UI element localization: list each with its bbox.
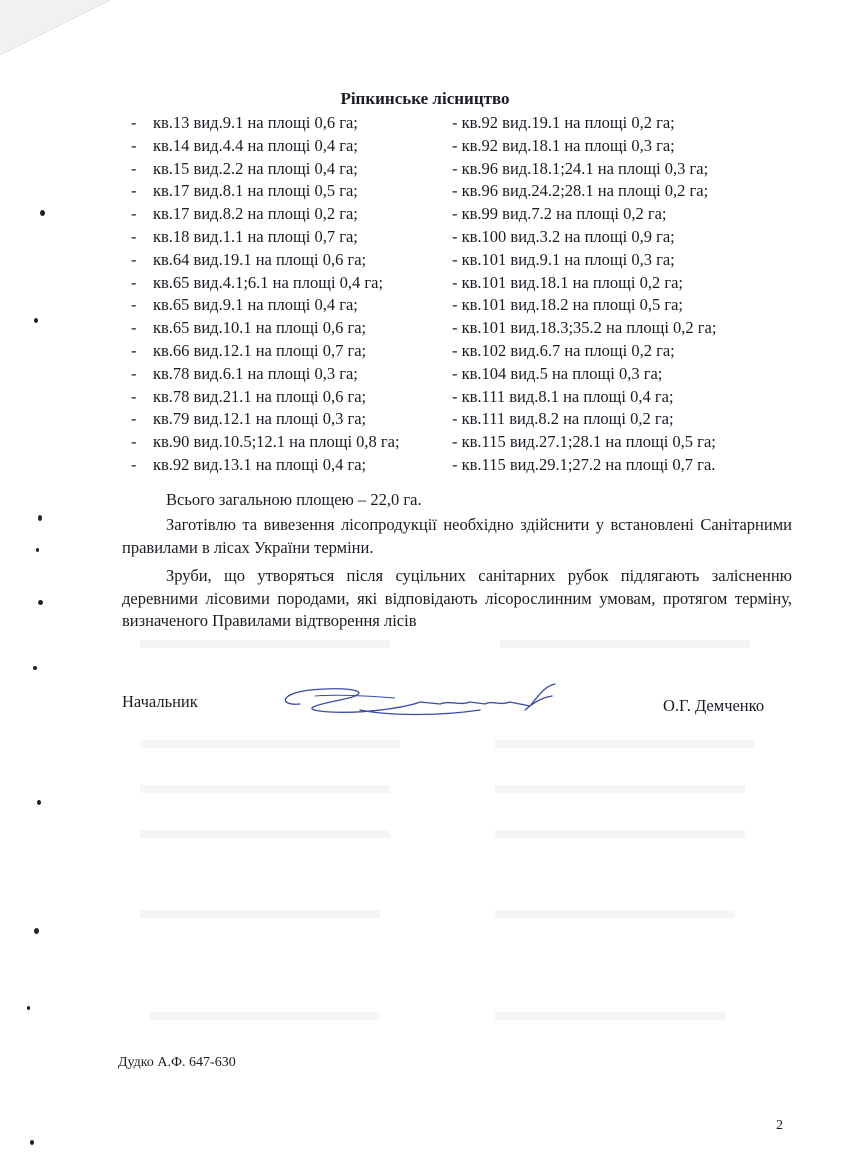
plot-list-item-text: - кв.101 вид.18.2 на площі 0,5 га; bbox=[452, 295, 683, 315]
plot-list-item-text: кв.78 вид.6.1 на площі 0,3 га; bbox=[153, 363, 358, 383]
signatory-name: О.Г. Демченко bbox=[663, 696, 765, 715]
plot-list-item-text: - кв.100 вид.3.2 на площі 0,9 га; bbox=[452, 226, 675, 246]
plot-list-item-text: - кв.102 вид.6.7 на площі 0,2 га; bbox=[452, 340, 675, 360]
plot-list-item bbox=[452, 180, 782, 203]
plot-list-item bbox=[131, 431, 451, 454]
list-dash: - bbox=[131, 386, 137, 406]
plot-list-item bbox=[452, 158, 782, 181]
plot-list-item-text: кв.78 вид.21.1 на площі 0,6 га; bbox=[153, 386, 367, 406]
list-dash: - bbox=[131, 158, 137, 178]
list-dash: - bbox=[131, 432, 137, 452]
right-plot-list bbox=[452, 112, 782, 477]
plot-list-item bbox=[131, 203, 451, 226]
plot-list-item-text: кв.18 вид.1.1 на площі 0,7 га; bbox=[153, 226, 358, 246]
plot-list-item bbox=[131, 135, 451, 158]
plot-list-item bbox=[452, 249, 782, 272]
plot-list-item bbox=[452, 386, 782, 409]
plot-list-item bbox=[131, 158, 451, 181]
plot-list-item-text: кв.17 вид.8.1 на площі 0,5 га; bbox=[153, 181, 358, 201]
list-dash: - bbox=[131, 249, 137, 269]
plot-list-item-text: - кв.96 вид.18.1;24.1 на площі 0,3 га; bbox=[452, 158, 709, 178]
plot-list-item-text: - кв.101 вид.18.1 на площі 0,2 га; bbox=[452, 272, 683, 292]
plot-list-item-text: - кв.92 вид.19.1 на площі 0,2 га; bbox=[452, 113, 675, 132]
plot-list-item-text: - кв.99 вид.7.2 на площі 0,2 га; bbox=[452, 204, 667, 224]
plot-list-item bbox=[131, 112, 451, 135]
plot-list-item bbox=[452, 340, 782, 363]
plot-list-item-text: кв.64 вид.19.1 на площі 0,6 га; bbox=[153, 249, 367, 269]
list-dash: - bbox=[131, 113, 137, 132]
list-dash: - bbox=[131, 135, 137, 155]
plot-list-item bbox=[131, 454, 451, 477]
plot-list-item-text: - кв.111 вид.8.1 на площі 0,4 га; bbox=[452, 386, 674, 406]
list-dash: - bbox=[131, 363, 137, 383]
list-dash: - bbox=[131, 181, 137, 201]
plot-list-item-text: - кв.92 вид.18.1 на площі 0,3 га; bbox=[452, 135, 675, 155]
plot-list-item bbox=[131, 180, 451, 203]
paragraph-harvest-terms: Заготівлю та вивезення лісопродукції необхідно здійснити у встановлені Санітарними правилами в лісах України терміни. bbox=[122, 515, 792, 557]
plot-list-item bbox=[452, 431, 782, 454]
plot-list-item bbox=[131, 226, 451, 249]
list-dash: - bbox=[131, 454, 137, 474]
plot-list-item-text: - кв.115 вид.29.1;27.2 на площі 0,7 га. bbox=[452, 454, 716, 474]
plot-list-item-text: кв.17 вид.8.2 на площі 0,2 га; bbox=[153, 204, 358, 224]
plot-list-item-text: - кв.115 вид.27.1;28.1 на площі 0,5 га; bbox=[452, 432, 716, 452]
plot-list-item-text: кв.79 вид.12.1 на площі 0,3 га; bbox=[153, 409, 367, 429]
page-number: 2 bbox=[776, 1118, 783, 1133]
list-dash: - bbox=[131, 340, 137, 360]
plot-list-item-text: кв.15 вид.2.2 на площі 0,4 га; bbox=[153, 158, 358, 178]
plot-list-item bbox=[452, 135, 782, 158]
paragraph-reforestation: Зруби, що утворяться після суцільних санітарних рубок підлягають залісненню деревними лісовими породами, які відповідають лісорослинним умовам, протягом терміну, визначеного Правилами відтворення лісів bbox=[122, 566, 792, 630]
plot-list-item bbox=[452, 226, 782, 249]
plot-list-item-text: - кв.96 вид.24.2;28.1 на площі 0,2 га; bbox=[452, 181, 709, 201]
plot-list-item bbox=[131, 249, 451, 272]
plot-list-item-text: кв.13 вид.9.1 на площі 0,6 га; bbox=[153, 113, 358, 132]
total-area: Всього загальною площею – 22,0 га. bbox=[166, 490, 422, 509]
list-dash: - bbox=[131, 204, 137, 224]
list-dash: - bbox=[131, 318, 137, 338]
list-dash: - bbox=[131, 272, 137, 292]
plot-list-item-text: - кв.104 вид.5 на площі 0,3 га; bbox=[452, 363, 663, 383]
plot-list-item bbox=[131, 408, 451, 431]
plot-list-item bbox=[131, 386, 451, 409]
plot-list-item-text: кв.65 вид.4.1;6.1 на площі 0,4 га; bbox=[153, 272, 384, 292]
plot-list-item bbox=[131, 340, 451, 363]
executor-contact: Дудко А.Ф. 647-630 bbox=[118, 1055, 236, 1070]
plot-list-item-text: - кв.101 вид.9.1 на площі 0,3 га; bbox=[452, 249, 675, 269]
plot-list-item-text: кв.90 вид.10.5;12.1 на площі 0,8 га; bbox=[153, 432, 400, 452]
plot-list-item-text: кв.14 вид.4.4 на площі 0,4 га; bbox=[153, 135, 358, 155]
plot-list-item bbox=[452, 112, 782, 135]
plot-list-item bbox=[452, 454, 782, 477]
plot-list-item-text: - кв.101 вид.18.3;35.2 на площі 0,2 га; bbox=[452, 318, 717, 338]
plot-list-item-text: кв.66 вид.12.1 на площі 0,7 га; bbox=[153, 340, 367, 360]
plot-list-item bbox=[131, 317, 451, 340]
plot-list-item bbox=[452, 408, 782, 431]
plot-list-item-text: кв.65 вид.10.1 на площі 0,6 га; bbox=[153, 318, 367, 338]
folded-corner bbox=[0, 0, 120, 60]
left-plot-list bbox=[131, 112, 451, 477]
handwritten-signature bbox=[270, 676, 570, 726]
plot-list-item bbox=[452, 203, 782, 226]
plot-list-item bbox=[131, 272, 451, 295]
plot-list-item bbox=[452, 272, 782, 295]
signatory-title: Начальник bbox=[122, 692, 198, 711]
section-title: Ріпкинське лісництво bbox=[340, 89, 510, 108]
plot-list-item-text: кв.92 вид.13.1 на площі 0,4 га; bbox=[153, 454, 367, 474]
list-dash: - bbox=[131, 295, 137, 315]
plot-list-item-text: - кв.111 вид.8.2 на площі 0,2 га; bbox=[452, 409, 674, 429]
plot-list-item bbox=[131, 294, 451, 317]
plot-list-item bbox=[452, 294, 782, 317]
list-dash: - bbox=[131, 409, 137, 429]
plot-list-item bbox=[131, 363, 451, 386]
plot-list-item bbox=[452, 363, 782, 386]
list-dash: - bbox=[131, 226, 137, 246]
plot-list-item-text: кв.65 вид.9.1 на площі 0,4 га; bbox=[153, 295, 358, 315]
plot-list-item bbox=[452, 317, 782, 340]
